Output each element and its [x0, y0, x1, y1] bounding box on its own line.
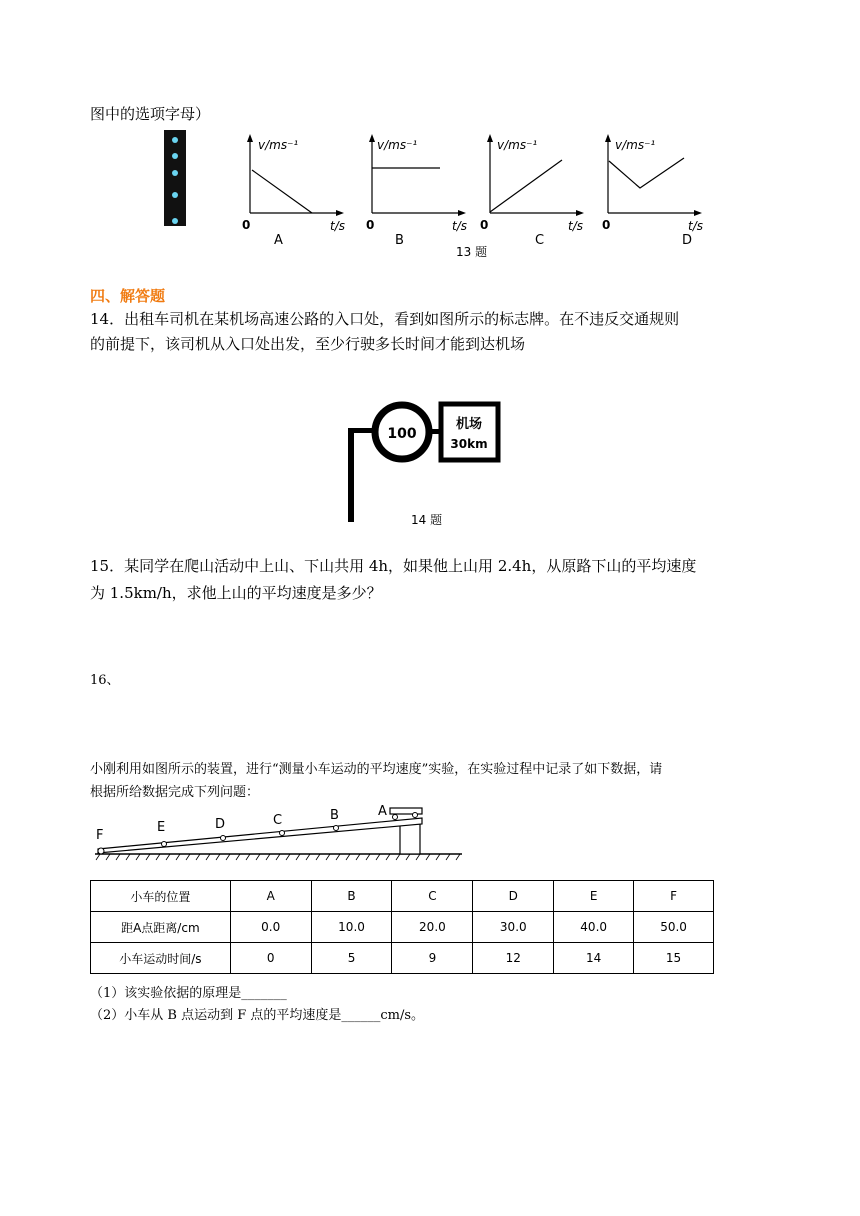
- table-cell: 小车的位置: [91, 881, 231, 912]
- table-row: [91, 912, 714, 943]
- graph-d-letter: D: [682, 233, 693, 248]
- table-cell: 10.0: [311, 912, 392, 943]
- q15-text-line2: 为 1.5km/h，求他上山的平均速度是多少？: [90, 584, 382, 602]
- point-label-a: A: [378, 804, 387, 819]
- graph-b-letter: B: [395, 233, 404, 248]
- q14-text-line2: 的前提下，该司机从入口处出发，至少行驶多长时间才能到达机场: [90, 335, 526, 353]
- table-cell: 9: [392, 943, 473, 974]
- graph-b: [366, 134, 467, 248]
- section-title: 四、解答题: [90, 287, 166, 305]
- table-cell: 距A点距离/cm: [91, 912, 231, 943]
- q16-data-table: [90, 880, 714, 974]
- point-label-e: E: [157, 820, 166, 835]
- q15-text-line1: 15．某同学在爬山活动中上山、下山共用 4h，如果他上山用 2.4h，从原路下山的平均速度: [90, 557, 697, 575]
- graph-d-origin: 0: [602, 218, 611, 232]
- table-row: [91, 943, 714, 974]
- table-cell: 0.0: [230, 912, 311, 943]
- table-cell: F: [634, 881, 714, 912]
- sign-place: 机场: [455, 417, 483, 432]
- q16-intro-line1: 小刚利用如图所示的装置，进行“测量小车运动的平均速度”实验，在实验过程中记录了如下数据，请: [90, 762, 663, 777]
- table-cell: 0: [230, 943, 311, 974]
- q13-figure: [150, 128, 720, 264]
- table-row: [91, 881, 714, 912]
- table-cell: 15: [634, 943, 714, 974]
- table-cell: C: [392, 881, 473, 912]
- graph-c-xlabel: t/s: [568, 219, 583, 233]
- sign-post: [348, 428, 354, 522]
- graph-a-origin: 0: [242, 218, 251, 232]
- graph-a-ylabel: v/ms⁻¹: [258, 138, 299, 152]
- table-cell: 12: [473, 943, 554, 974]
- table-cell: 50.0: [634, 912, 714, 943]
- q13-tail-text: 图中的选项字母）: [90, 105, 211, 123]
- table-cell: E: [554, 881, 634, 912]
- graph-d-xlabel: t/s: [688, 219, 703, 233]
- graph-d: [602, 134, 703, 248]
- graph-c: [480, 134, 584, 248]
- graph-b-ylabel: v/ms⁻¹: [377, 138, 418, 152]
- table-cell: 40.0: [554, 912, 634, 943]
- q14-sign-figure: [340, 398, 510, 528]
- graph-c-ylabel: v/ms⁻¹: [497, 138, 538, 152]
- sign-speed: 100: [387, 426, 417, 442]
- point-label-b: B: [330, 808, 339, 823]
- ticker-tape-image: [164, 130, 186, 226]
- graph-b-origin: 0: [366, 218, 375, 232]
- graph-a-letter: A: [274, 233, 283, 248]
- point-label-d: D: [215, 817, 226, 832]
- q14-caption: 14 题: [411, 513, 443, 527]
- graph-a-xlabel: t/s: [330, 219, 345, 233]
- table-cell: B: [311, 881, 392, 912]
- table-cell: 小车运动时间/s: [91, 943, 231, 974]
- q16-intro-line2: 根据所给数据完成下列问题：: [90, 785, 260, 800]
- q14-text-line1: 14．出租车司机在某机场高速公路的入口处，看到如图所示的标志牌。在不违反交通规则: [90, 310, 680, 328]
- point-label-f: F: [96, 828, 104, 843]
- q16-incline-figure: [90, 802, 470, 864]
- sign-distance: 30km: [450, 437, 488, 451]
- graph-d-ylabel: v/ms⁻¹: [615, 138, 656, 152]
- q16-sub2: （2）小车从 B 点运动到 F 点的平均速度是______cm/s。: [90, 1008, 425, 1023]
- table-cell: 20.0: [392, 912, 473, 943]
- q16-sub1: （1）该实验依据的原理是_______: [90, 986, 287, 1001]
- table-cell: 14: [554, 943, 634, 974]
- q16-number: 16、: [90, 673, 120, 688]
- destination-sign: [441, 404, 498, 460]
- q13-caption: 13 题: [456, 245, 488, 259]
- table-cell: 5: [311, 943, 392, 974]
- graph-b-xlabel: t/s: [452, 219, 467, 233]
- graph-a: [242, 134, 345, 248]
- table-cell: D: [473, 881, 554, 912]
- table-cell: A: [230, 881, 311, 912]
- table-cell: 30.0: [473, 912, 554, 943]
- graph-c-origin: 0: [480, 218, 489, 232]
- point-label-c: C: [273, 813, 283, 828]
- graph-c-letter: C: [535, 233, 545, 248]
